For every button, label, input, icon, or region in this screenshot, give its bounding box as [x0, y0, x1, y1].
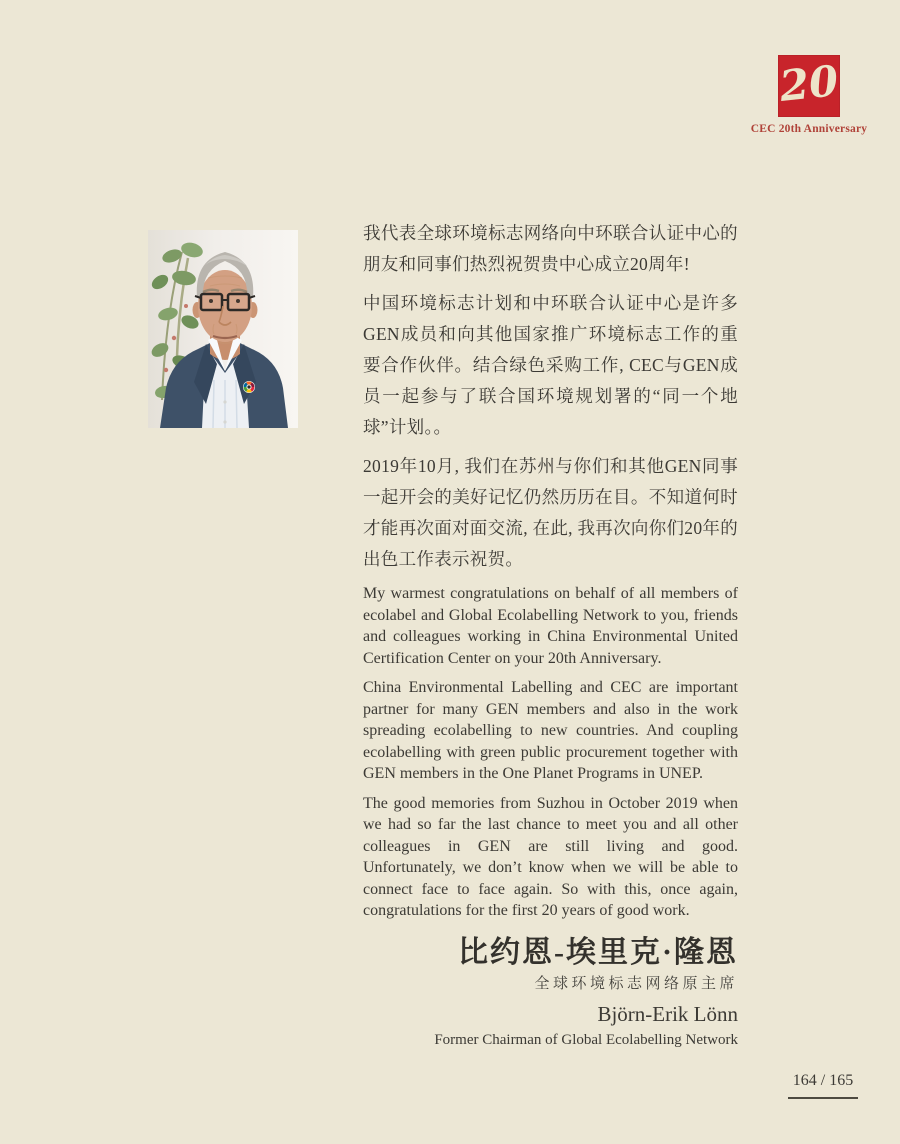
logo-red-square: [778, 55, 840, 117]
portrait-photo: [148, 230, 298, 428]
signature-title-zh: 全球环境标志网络原主席: [534, 975, 738, 992]
signature-name-en: Björn-Erik Lönn: [597, 1001, 738, 1026]
paragraph-zh: 我代表全球环境标志网络向中环联合认证中心的朋友和同事们热烈祝贺贵中心成立20周年!: [363, 223, 738, 274]
logo-20-glyph: 20: [777, 56, 841, 111]
paragraph-en: The good memories from Suzhou in October 2019 when we had so far the last chance to meet you and all other colleagues in GEN are still living and good. Unfortunately, we don’t know when we will be able to connect face to face again. So with this, once again, congratulations for the first 20 years of good work.: [363, 794, 738, 919]
letter-body: [363, 218, 738, 1050]
chinese-paragraphs: [363, 218, 738, 575]
signature-name-zh: 比约恩-埃里克·隆恩: [458, 935, 738, 969]
paragraph-zh: 2019年10月, 我们在苏州与你们和其他GEN同事一起开会的美好记忆仍然历历在目。不知道何时才能再次面对面交流, 在此, 我再次向你们20年的出色工作表示祝贺。: [363, 456, 738, 569]
sdg-pin: [243, 381, 255, 393]
paragraph-zh: 中国环境标志计划和中环联合认证中心是许多GEN成员和向其他国家推广环境标志工作的重要合作伙伴。结合绿色采购工作, CEC与GEN成员一起参与了联合国环境规划署的“同一个地球”计划。。: [363, 293, 738, 437]
signature-block: [363, 934, 738, 1050]
portrait-photo-image: [148, 230, 298, 428]
logo-caption: CEC 20th Anniversary: [750, 123, 868, 135]
paragraph-en: My warmest congratulations on behalf of all members of ecolabel and Global Ecolabelling Network to you, friends and colleagues working in China Environmental United Certification Center on your 20th Anniversary.: [363, 585, 738, 667]
anniversary-logo: [749, 55, 869, 135]
paragraph-en: China Environmental Labelling and CEC are important partner for many GEN members and also in the work spreading ecolabelling to new countries. And coupling ecolabelling with green public procurement together with GEN members in the One Planet Programs in UNEP.: [363, 679, 738, 782]
english-paragraphs: [363, 583, 738, 922]
signature-title-en: Former Chairman of Global Ecolabelling Network: [434, 1031, 738, 1048]
page-number: 164 / 165: [788, 1072, 858, 1099]
